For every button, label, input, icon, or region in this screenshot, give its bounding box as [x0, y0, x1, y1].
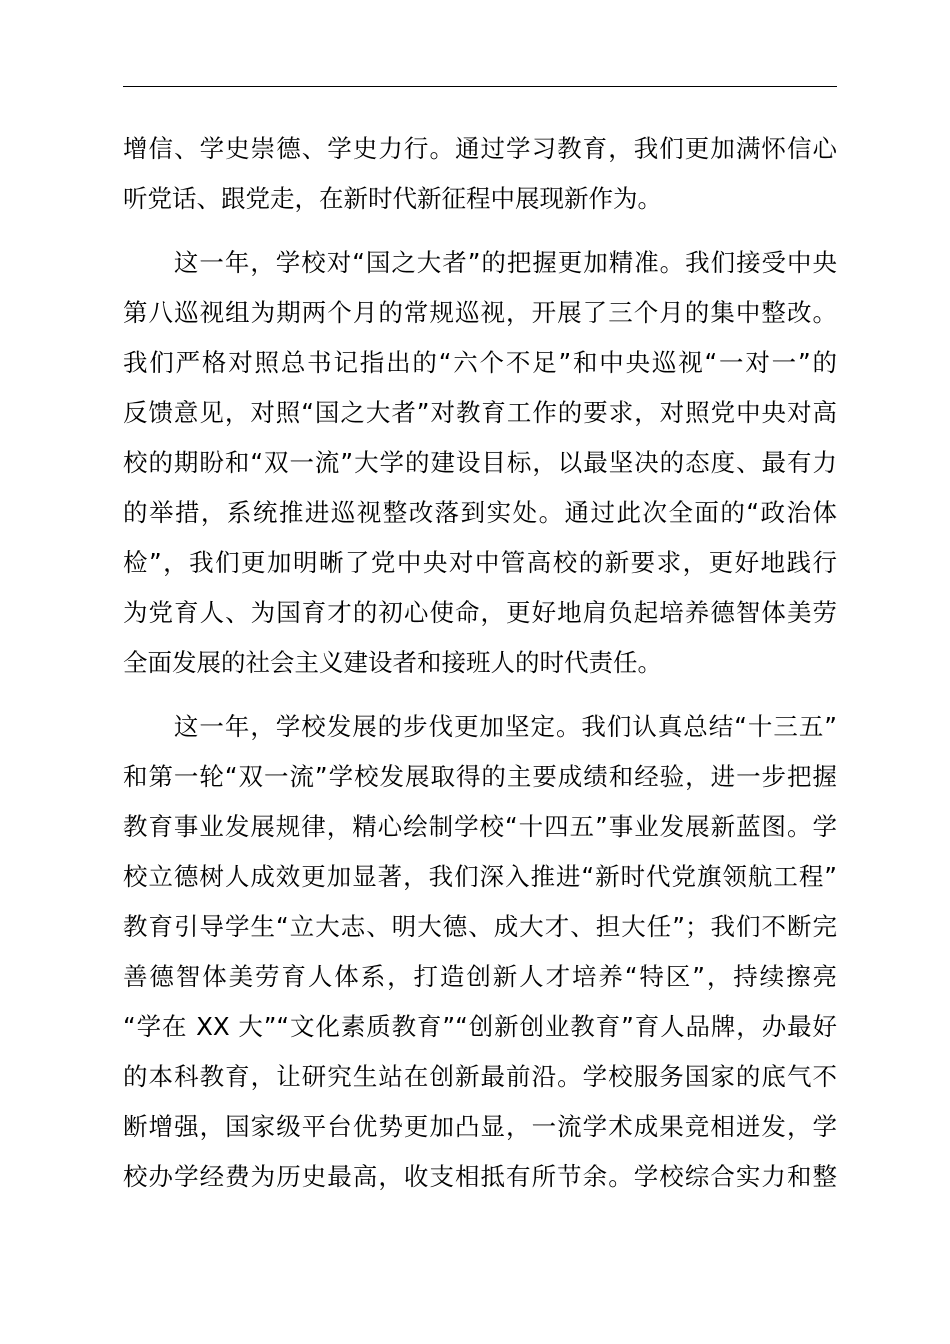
- text-line: 增信、学史崇德、学史力行。通过学习教育，我们更加满怀信心: [123, 134, 837, 163]
- paragraph-1: [123, 124, 837, 224]
- text-line: 全面发展的社会主义建设者和接班人的时代责任。: [123, 648, 662, 677]
- text-line: 教育事业发展规律，精心绘制学校“十四五”事业发展新蓝图。学: [123, 812, 837, 841]
- text-line: 的举措，系统推进巡视整改落到实处。通过此次全面的“政治体: [123, 498, 837, 527]
- text-line: 第八巡视组为期两个月的常规巡视，开展了三个月的集中整改。: [123, 298, 837, 327]
- text-line: 断增强，国家级平台优势更加凸显，一流学术成果竞相迸发，学: [123, 1112, 837, 1141]
- text-line: 校办学经费为历史最高，收支相抵有所节余。学校综合实力和整: [123, 1162, 837, 1191]
- text-line: 教育引导学生“立大志、明大德、成大才、担大任”；我们不断完: [123, 912, 837, 941]
- text-line: 善德智体美劳育人体系，打造创新人才培养“特区”，持续擦亮: [123, 962, 837, 991]
- text-line: 听党话、跟党走，在新时代新征程中展现新作为。: [123, 184, 662, 213]
- header-rule: [123, 86, 837, 87]
- text-line: 反馈意见，对照“国之大者”对教育工作的要求，对照党中央对高: [123, 398, 837, 427]
- text-line: 这一年，学校发展的步伐更加坚定。我们认真总结“十三五”: [123, 712, 837, 741]
- document-body: [123, 124, 837, 1202]
- paragraph-2: [123, 238, 837, 688]
- text-line: 我们严格对照总书记指出的“六个不足”和中央巡视“一对一”的: [123, 348, 837, 377]
- text-line: 和第一轮“双一流”学校发展取得的主要成绩和经验，进一步把握: [123, 762, 837, 791]
- text-line: 为党育人、为国育才的初心使命，更好地肩负起培养德智体美劳: [123, 598, 837, 627]
- text-line: “学在 XX 大”“文化素质教育”“创新创业教育”育人品牌，办最好: [123, 1012, 837, 1041]
- text-line: 校的期盼和“双一流”大学的建设目标，以最坚决的态度、最有力: [123, 448, 837, 477]
- text-line: 这一年，学校对“国之大者”的把握更加精准。我们接受中央: [123, 248, 837, 277]
- text-line: 的本科教育，让研究生站在创新最前沿。学校服务国家的底气不: [123, 1062, 837, 1091]
- paragraph-3: [123, 702, 837, 1202]
- text-line: 检”，我们更加明晰了党中央对中管高校的新要求，更好地践行: [123, 548, 837, 577]
- text-line: 校立德树人成效更加显著，我们深入推进“新时代党旗领航工程”: [123, 862, 837, 891]
